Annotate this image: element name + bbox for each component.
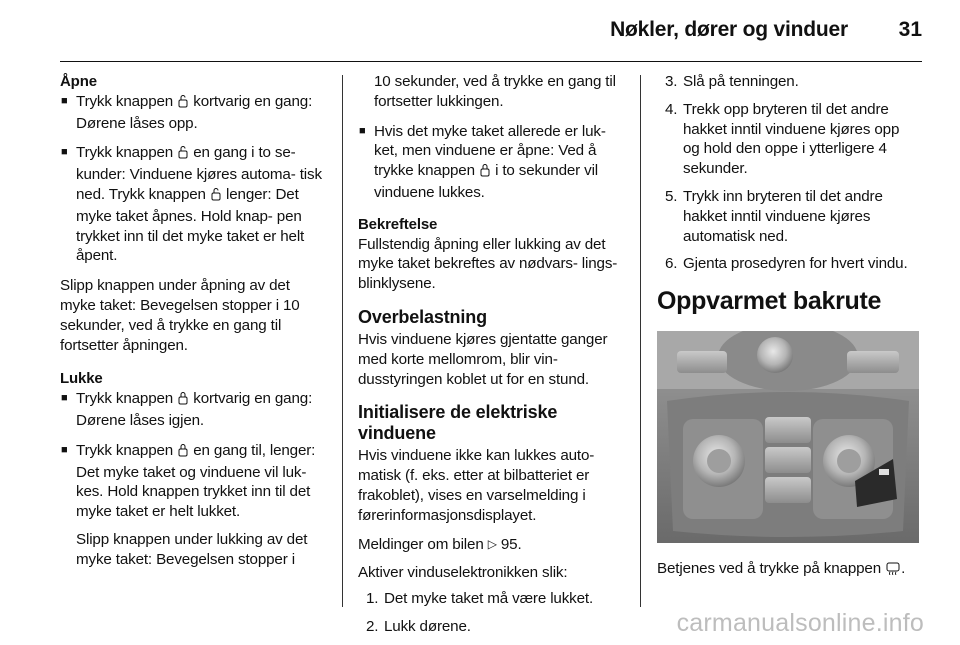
- section-heading-initialisere: Initialisere de elektriske vinduene: [358, 402, 558, 444]
- paragraph-bekreftelse: Fullstendig åpning eller lukking av det myke taket bekreftes av nødvars- lings-blinklysene.: [358, 235, 618, 293]
- page-number: 31: [898, 18, 922, 41]
- lock-key-icon: [480, 163, 490, 183]
- unlock-key-icon: [211, 187, 221, 207]
- header-title: Nøkler, dører og vinduer: [610, 18, 848, 41]
- bullet-lukke-2: ■ Trykk knappen en gang til, lenger: Det myke taket og vinduene vil luk- kes. Hold knappen trykket inn til det myke taket er helt lukket.: [60, 441, 326, 522]
- step-4: 4. Trekk opp bryteren til det andre hakket inntil vinduene kjøres opp og hold den oppe i ytterligere 4 sekunder.: [665, 100, 900, 178]
- footer-watermark: carmanualsonline.info: [676, 609, 924, 637]
- step-6: 6. Gjenta prosedyren for hvert vindu.: [665, 255, 908, 273]
- paragraph-lukke-continued: 10 sekunder, ved å trykke en gang til fortsetter lukkingen.: [374, 73, 616, 110]
- climate-control-panel-photo: [657, 331, 919, 543]
- paragraph-aktiver: Aktiver vinduselektronikken slik:: [358, 564, 568, 582]
- step-3: 3. Slå på tenningen.: [665, 73, 799, 90]
- column-1: [60, 72, 326, 580]
- column-divider-right: [640, 75, 641, 607]
- section-heading-oppvarmet-bakrute: Oppvarmet bakrute: [657, 287, 882, 316]
- step-2: 2. Lukk dørene.: [366, 617, 471, 635]
- caption-rear-defrost: Betjenes ved å trykke på knappen .: [657, 559, 919, 581]
- column-3: [657, 72, 919, 590]
- bullet-roof-closed: ■ Hvis det myke taket allerede er luk- ket, men vinduene er åpne: Ved å trykke knappen i to sekunder vil vinduene lukkes.: [358, 122, 624, 203]
- unlock-key-icon: [178, 145, 188, 165]
- section-heading-overbelastning: Overbelastning: [358, 306, 487, 327]
- step-5: 5. Trykk inn bryteren til det andre hakket inntil vinduene kjøres automatisk ned.: [665, 187, 883, 245]
- paragraph-lukke-release: Slipp knappen under lukking av det myke taket: Bevegelsen stopper i: [76, 530, 308, 568]
- page-reference-arrow-icon: ▷: [487, 536, 497, 551]
- rear-window-heating-icon: [886, 561, 900, 581]
- bullet-apne-2: ■ Trykk knappen en gang i to se- kunder: Vinduene kjøres automa- tisk ned. Trykk knappen lenger: Det myke taket åpnes. Hold knap- pen trykket inn til det myke taket er helt åpent.: [60, 143, 326, 266]
- paragraph-overbelastning: Hvis vinduene kjøres gjentatte ganger med korte mellomrom, blir vin- dusstyringen koblet ut for en stund.: [358, 330, 608, 388]
- unlock-key-icon: [178, 94, 188, 114]
- paragraph-apne-release: Slipp knappen under åpning av det myke taket: Bevegelsen stopper i 10 sekunder, ved å trykke en gang til fortsetter åpningen.: [60, 277, 300, 354]
- section-heading-apne: Åpne: [60, 73, 97, 90]
- paragraph-meldinger: Meldinger om bilen ▷ 95.: [358, 535, 522, 553]
- bullet-apne-1: ■ Trykk knappen kortvarig en gang: Dørene låses opp.: [60, 92, 326, 134]
- lock-key-icon: [178, 391, 188, 411]
- paragraph-initialisere: Hvis vinduene ikke kan lukkes auto- matisk (f. eks. etter at bilbatteriet er frakoblet), vises en varselmelding i førerinformasjonsdisplayet.: [358, 447, 595, 524]
- section-heading-bekreftelse: Bekreftelse: [358, 215, 438, 233]
- column-divider-left: [342, 75, 343, 607]
- header-rule: [60, 61, 922, 62]
- section-heading-lukke: Lukke: [60, 370, 103, 388]
- column-2: [358, 72, 624, 645]
- bullet-lukke-1: ■ Trykk knappen kortvarig en gang: Dørene låses igjen.: [60, 389, 326, 431]
- lock-key-icon: [178, 443, 188, 463]
- step-1: 1. Det myke taket må være lukket.: [366, 590, 594, 608]
